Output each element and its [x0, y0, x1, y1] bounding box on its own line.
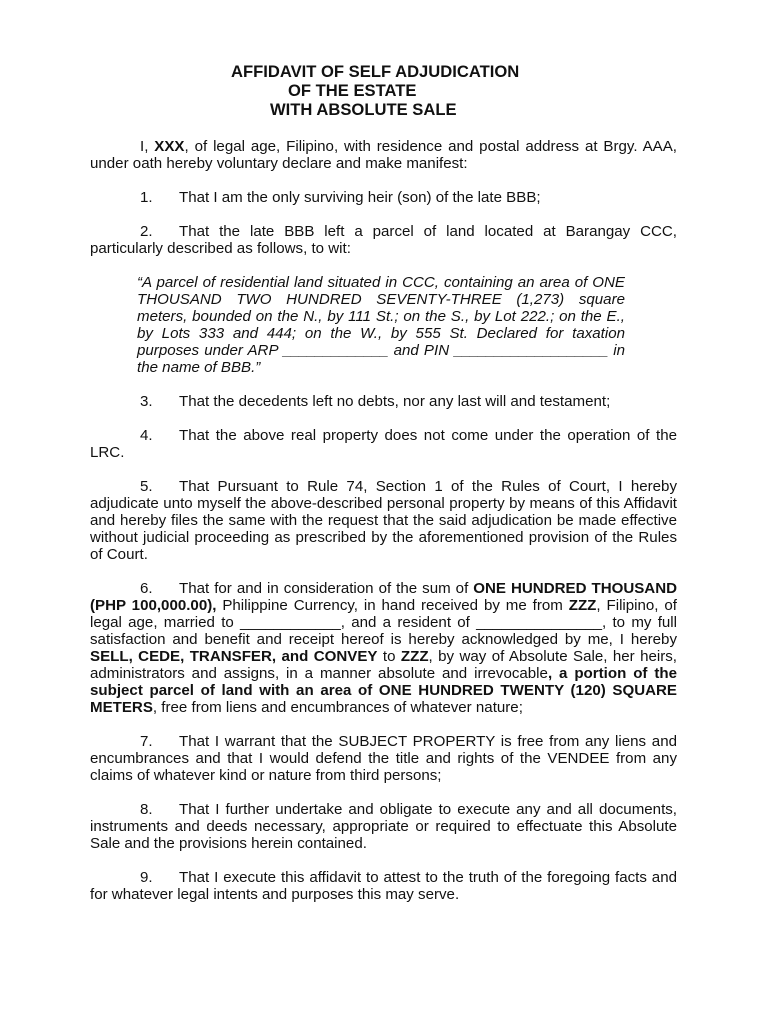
intro-post: , of legal age, Filipino, with residence and postal address at Brgy. AAA, under oath hereby voluntary declare and make manifest:	[90, 138, 677, 172]
sale-price: ONE HUNDRED THOUSAND (PHP 100,000.00),	[90, 580, 678, 614]
pin-blank: ___________________	[454, 342, 609, 359]
quote-text: “A parcel of residential land situated in CCC, containing an area of ONE THOUSAND TWO HUNDRED SEVENTY-THREE (1,273) square meters, bounded on the N., by 111 St.; on the S., by Lot 222.; on the E., by Lots 333 and 444; on the W., by 555 St. Declared for taxation purposes under ARP	[137, 274, 625, 359]
paragraph-5	[90, 478, 677, 563]
paragraph-text: That the late BBB left a parcel of land located at Barangay CCC, particularly described as follows, to wit:	[90, 223, 677, 257]
p6-text-5: , by way of Absolute Sale, her heirs, administrators and assigns, in a manner absolute and irrevocable	[90, 648, 677, 682]
paragraph-text: That the above real property does not come under the operation of the LRC.	[90, 427, 677, 461]
paragraph-number: 6.	[140, 580, 153, 597]
paragraph-4	[90, 427, 677, 461]
arp-blank: _____________	[283, 342, 389, 359]
paragraph-text: That the decedents left no debts, nor any last will and testament;	[179, 393, 611, 410]
paragraph-number: 4.	[140, 427, 153, 444]
paragraph-number: 3.	[140, 393, 153, 410]
document-title	[0, 62, 768, 119]
p6-text-6: , free from liens and encumbrances of whatever nature;	[152, 699, 523, 716]
vendee-name: ZZZ	[568, 597, 597, 614]
paragraph-3	[90, 393, 677, 410]
p6-text-3: , Filipino, of legal age, married to ____________, and a resident of _______________, to my full satisfaction and benefit and receipt hereof is hereby acknowledged by me, I hereby	[90, 597, 677, 648]
p6-text-2: Philippine Currency, in hand received by me from	[216, 597, 569, 614]
paragraph-1	[90, 189, 677, 206]
paragraph-text: That Pursuant to Rule 74, Section 1 of the Rules of Court, I hereby adjudicate unto myself the above-described personal property by means of this Affidavit and hereby files the same with the request that the said adjudication be made effective without judicial proceeding as prescribed by the aforementioned provision of the Rules of Court.	[90, 478, 677, 563]
conveyance-verbs: SELL, CEDE, TRANSFER, and CONVEY	[90, 648, 378, 665]
affiant-name: XXX	[154, 138, 185, 155]
land-description-quote	[137, 274, 625, 376]
paragraph-8	[90, 801, 677, 852]
intro-paragraph	[90, 138, 677, 172]
title-line-1: AFFIDAVIT OF SELF ADJUDICATION	[231, 62, 520, 81]
paragraph-number: 2.	[140, 223, 153, 240]
paragraph-7	[90, 733, 677, 784]
paragraph-number: 5.	[140, 478, 153, 495]
quote-end: in the name of BBB.”	[137, 342, 626, 376]
vendee-name-2: ZZZ	[400, 648, 429, 665]
paragraph-number: 9.	[140, 869, 153, 886]
paragraph-number: 7.	[140, 733, 153, 750]
p6-text-4: to	[377, 648, 401, 665]
quote-and-pin: and PIN	[393, 342, 450, 359]
paragraph-text: That I am the only surviving heir (son) of the late BBB;	[179, 189, 541, 206]
title-line-2: OF THE ESTATE	[288, 81, 417, 100]
paragraph-9	[90, 869, 677, 903]
p6-text-1: That for and in consideration of the sum of	[179, 580, 474, 597]
paragraph-number: 8.	[140, 801, 153, 818]
document-body	[90, 138, 677, 920]
paragraph-text: That I further undertake and obligate to execute any and all documents, instruments and deeds necessary, appropriate or required to effectuate this Absolute Sale and the provisions herein contained.	[90, 801, 677, 852]
paragraph-number: 1.	[140, 189, 153, 206]
intro-pre: I,	[140, 138, 155, 155]
portion-area: , a portion of the subject parcel of land with an area of ONE HUNDRED TWENTY (120) SQUARE METERS	[90, 665, 677, 716]
paragraph-2	[90, 223, 677, 257]
title-line-3: WITH ABSOLUTE SALE	[270, 100, 457, 119]
paragraph-6	[90, 580, 677, 716]
paragraph-text: That I execute this affidavit to attest to the truth of the foregoing facts and for whatever legal intents and purposes this may serve.	[90, 869, 677, 903]
paragraph-text: That I warrant that the SUBJECT PROPERTY is free from any liens and encumbrances and that I would defend the title and rights of the VENDEE from any claims of whatever kind or nature from third persons;	[90, 733, 677, 784]
